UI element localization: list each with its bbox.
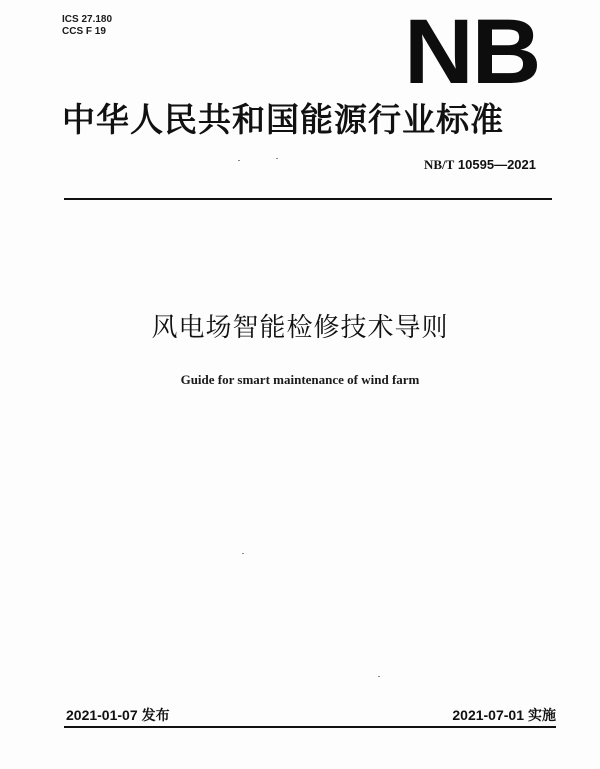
scan-speck — [242, 553, 244, 554]
bottom-divider — [64, 726, 556, 728]
publish-date-value: 2021-01-07 — [66, 707, 138, 723]
issuing-organization-title: 中华人民共和国能源行业标准 — [62, 100, 504, 139]
scan-speck — [276, 158, 278, 159]
ccs-code: CCS F 19 — [62, 26, 106, 37]
document-title-chinese: 风电场智能检修技术导则 — [151, 313, 449, 343]
standard-number — [424, 157, 536, 173]
scan-speck — [238, 160, 240, 161]
effective-date-value: 2021-07-01 — [452, 707, 524, 723]
publish-date-label: 发布 — [141, 708, 170, 724]
scan-speck — [378, 676, 380, 677]
standard-number-value: 10595—2021 — [457, 157, 536, 172]
standard-number-prefix: NB/T — [423, 157, 455, 172]
top-divider — [64, 198, 552, 200]
effective-date-label: 实施 — [528, 708, 556, 724]
ics-code: ICS 27.180 — [62, 14, 113, 25]
nb-logo: NB — [404, 1, 540, 103]
publish-date — [66, 706, 170, 725]
document-title-english: Guide for smart maintenance of wind farm — [180, 372, 420, 387]
classification-codes — [62, 14, 112, 38]
effective-date — [452, 706, 556, 725]
